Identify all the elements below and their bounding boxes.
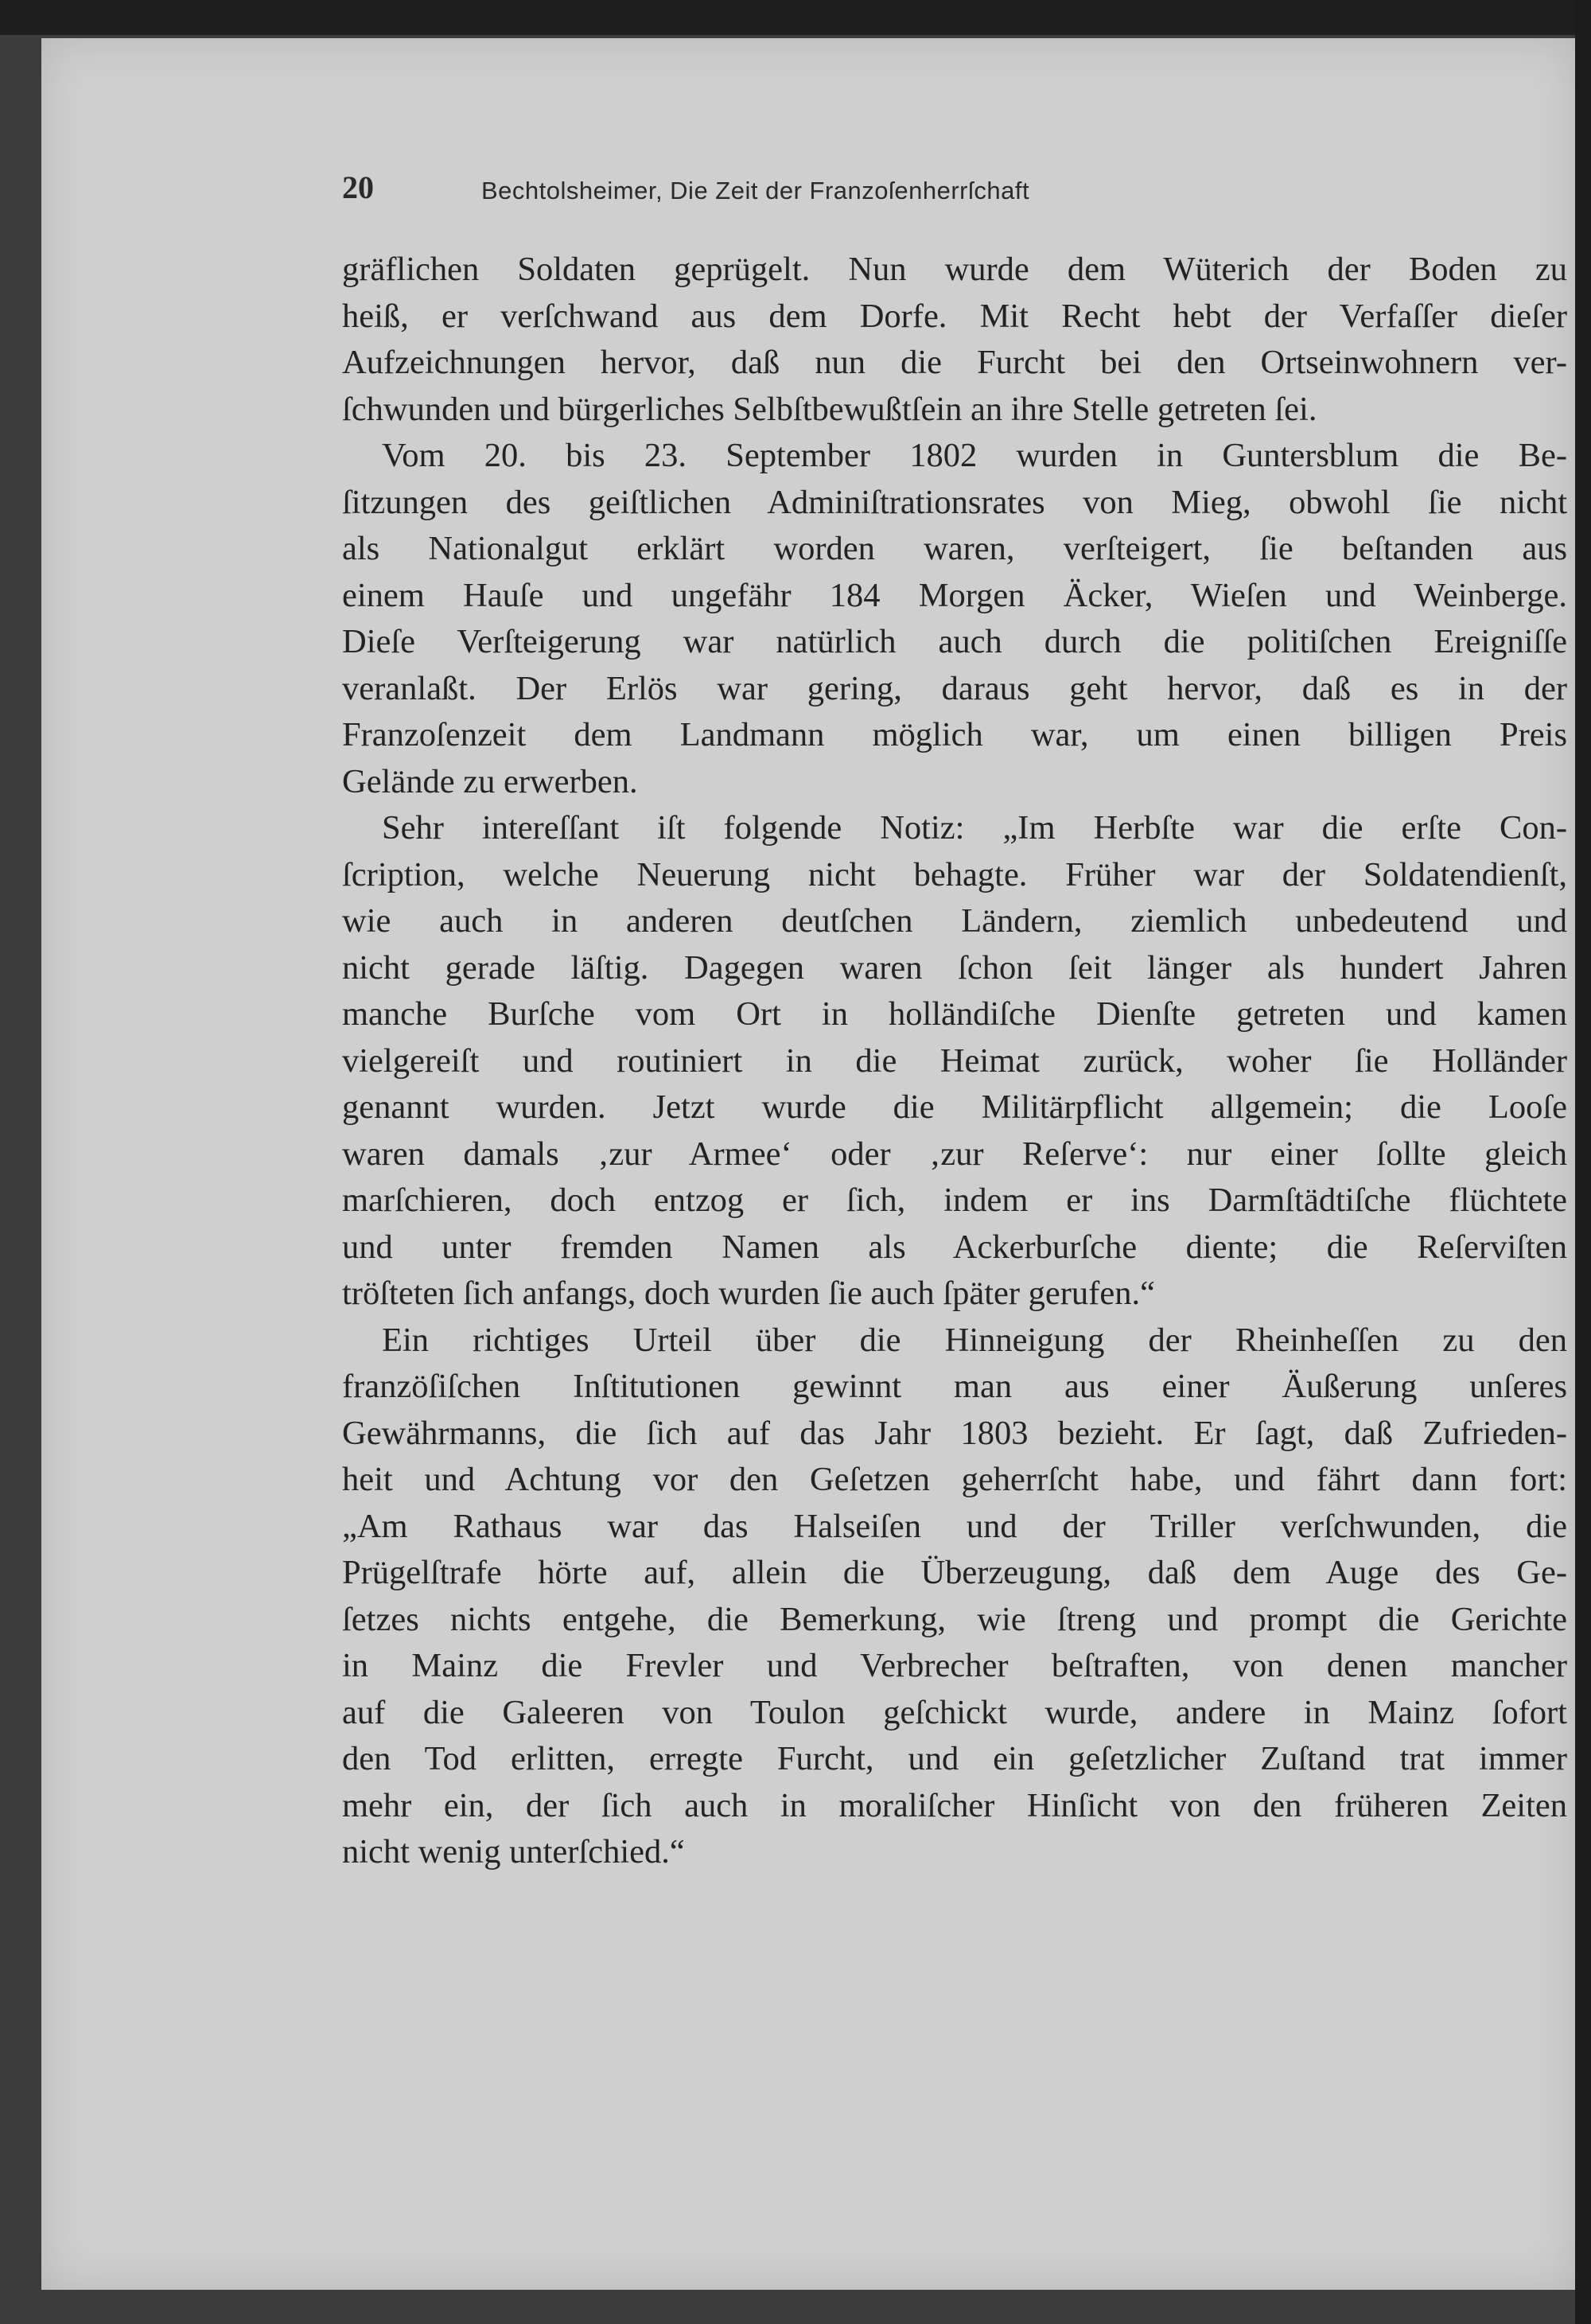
text-line: Dieſe Verſteigerung war natürlich auch durch die politiſchen Ereigniſſe	[342, 623, 1567, 660]
text-line: ſitzungen des geiſtlichen Adminiſtrationsrates von Mieg, obwohl ſie nicht	[342, 483, 1567, 521]
text-line: Ein richtiges Urteil über die Hinneigung der Rheinheſſen zu den	[382, 1321, 1567, 1359]
text-line: mehr ein, der ſich auch in moraliſcher Hinſicht von den früheren Zeiten	[342, 1786, 1567, 1824]
text-line: wie auch in anderen deutſchen Ländern, ziemlich unbedeutend und	[342, 902, 1567, 940]
text-line: heit und Achtung vor den Geſetzen geherrſcht habe, und fährt dann fort:	[342, 1461, 1567, 1498]
text-line: ſetzes nichts entgehe, die Bemerkung, wie ſtreng und prompt die Gerichte	[342, 1600, 1567, 1638]
text-line: Vom 20. bis 23. September 1802 wurden in Guntersblum die Be-	[382, 437, 1567, 474]
page-number: 20	[342, 169, 374, 205]
text-line: auf die Galeeren von Toulon geſchickt wurde, andere in Mainz ſofort	[342, 1693, 1567, 1731]
scan-top-edge	[0, 0, 1591, 35]
text-line: Gelände zu erwerben.	[342, 762, 638, 800]
text-line: den Tod erlitten, erregte Furcht, und ein geſetzlicher Zuſtand trat immer	[342, 1740, 1567, 1777]
text-line: Franzoſenzeit dem Landmann möglich war, um einen billigen Preis	[342, 716, 1567, 753]
text-line: in Mainz die Frevler und Verbrecher beſtraften, von denen mancher	[342, 1647, 1567, 1684]
page-header	[342, 169, 1583, 216]
text-line: ſchwunden und bürgerliches Selbſtbewußtſein an ihre Stelle getreten ſei.	[342, 390, 1317, 428]
text-line: „Am Rathaus war das Halseiſen und der Triller verſchwunden, die	[342, 1507, 1567, 1545]
text-line: als Nationalgut erklärt worden waren, verſteigert, ſie beſtanden aus	[342, 530, 1567, 567]
text-line: tröſteten ſich anfangs, doch wurden ſie auch ſpäter gerufen.“	[342, 1275, 1155, 1312]
text-line: veranlaßt. Der Erlös war gering, daraus geht hervor, daß es in der	[342, 669, 1567, 707]
text-line: marſchieren, doch entzog er ſich, indem er ins Darmſtädtiſche flüchtete	[342, 1181, 1567, 1219]
text-line: vielgereiſt und routiniert in die Heimat zurück, woher ſie Holländer	[342, 1041, 1567, 1080]
text-line: ſcription, welche Neuerung nicht behagte. Früher war der Soldatendienſt,	[342, 855, 1567, 893]
text-line: waren damals ‚zur Armee‘ oder ‚zur Reſerve‘: nur einer ſollte gleich	[342, 1135, 1567, 1173]
text-line: nicht gerade läſtig. Dagegen waren ſchon ſeit länger als hundert Jahren	[342, 948, 1567, 987]
text-line: franzöſiſchen Inſtitutionen gewinnt man aus einer Äußerung unſeres	[342, 1368, 1567, 1405]
scan-right-edge	[1575, 0, 1591, 2324]
text-line: genannt wurden. Jetzt wurde die Militärpflicht allgemein; die Looſe	[342, 1088, 1567, 1126]
text-line: einem Hauſe und ungefähr 184 Morgen Äcker, Wieſen und Weinberge.	[342, 576, 1567, 614]
text-line: Aufzeichnungen hervor, daß nun die Furcht bei den Ortseinwohnern ver-	[342, 344, 1567, 381]
body-text	[342, 247, 1567, 1876]
text-line: Prügelſtrafe hörte auf, allein die Überzeugung, daß dem Auge des Ge-	[342, 1554, 1567, 1591]
text-line: und unter fremden Namen als Ackerburſche diente; die Reſerviſten	[342, 1228, 1567, 1266]
text-line: Sehr intereſſant iſt folgende Notiz: „Im Herbſte war die erſte Con-	[382, 809, 1567, 847]
text-line: gräflichen Soldaten geprügelt. Nun wurde dem Wüterich der Boden zu	[342, 251, 1567, 288]
text-line: Gewährmanns, die ſich auf das Jahr 1803 bezieht. Er ſagt, daß Zufrieden-	[342, 1414, 1567, 1452]
text-line: nicht wenig unterſchied.“	[342, 1833, 685, 1870]
running-head: Bechtolsheimer, Die Zeit der Franzoſenherrſchaft	[481, 177, 1030, 204]
text-line: heiß, er verſchwand aus dem Dorfe. Mit Recht hebt der Verfaſſer dieſer	[342, 297, 1567, 335]
text-line: manche Burſche vom Ort in holländiſche Dienſte getreten und kamen	[342, 995, 1567, 1033]
